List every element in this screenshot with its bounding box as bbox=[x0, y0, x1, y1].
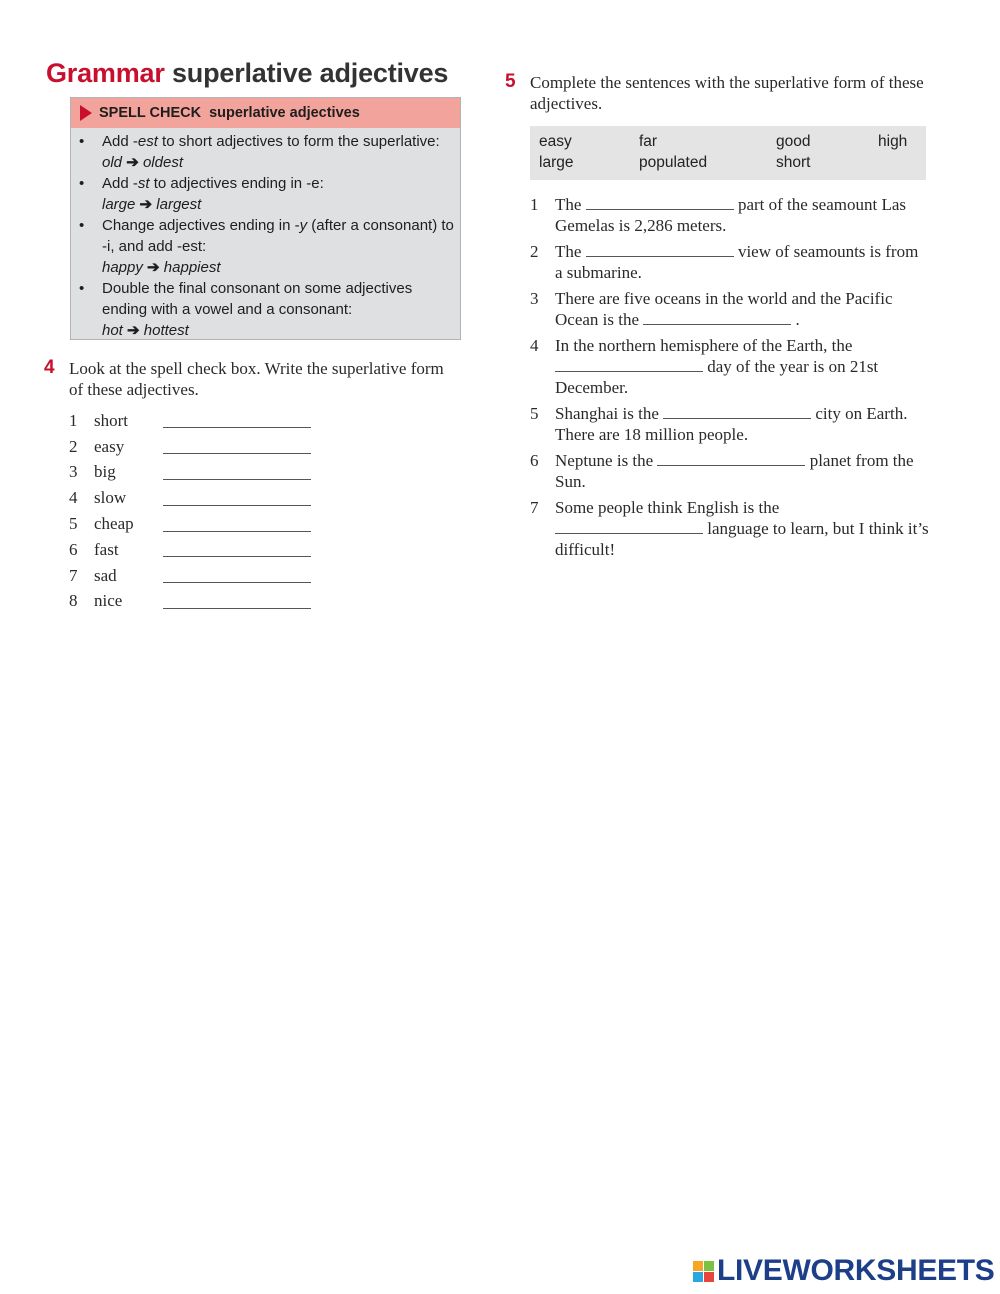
exercise-5-instruction: Complete the sentences with the superlative form of these adjectives. bbox=[530, 73, 924, 113]
title-grammar: Grammar bbox=[46, 58, 165, 88]
spell-check-header bbox=[71, 98, 460, 128]
spell-check-subtitle: superlative adjectives bbox=[209, 105, 360, 121]
answer-blank[interactable] bbox=[163, 594, 311, 609]
sentence-6: 6 Neptune is the planet from the Sun. bbox=[530, 451, 914, 491]
sentence-1: 1 The part of the seamount Las Gemelas is 2,286 meters. bbox=[530, 195, 906, 235]
triangle-icon bbox=[80, 105, 92, 121]
answer-blank[interactable] bbox=[163, 542, 311, 557]
list-item: 1 short bbox=[69, 408, 329, 434]
list-item: 3 big bbox=[69, 460, 329, 486]
list-item: 5 cheap bbox=[69, 511, 329, 537]
rule-4: • Double the final consonant on some adjectives ending with a vowel and a consonant: hot ➔ hottest bbox=[71, 278, 460, 341]
answer-blank[interactable] bbox=[555, 518, 703, 534]
title-topic: superlative adjectives bbox=[171, 58, 449, 88]
spell-check-label: SPELL CHECK bbox=[99, 105, 202, 121]
rule-1: • Add -est to short adjectives to form the superlative: old ➔ oldest bbox=[71, 131, 460, 173]
sentence-3: 3 There are five oceans in the world and the Pacific Ocean is the . bbox=[530, 289, 893, 329]
sentence-4: 4 In the northern hemisphere of the Earth, the day of the year is on 21st December. bbox=[530, 336, 879, 397]
sentence-5: 5 Shanghai is the city on Earth. There are 18 million people. bbox=[530, 404, 908, 444]
list-item: 8 nice bbox=[69, 589, 329, 615]
spell-check-box bbox=[70, 97, 461, 340]
answer-blank[interactable] bbox=[586, 241, 734, 257]
list-item: 4 slow bbox=[69, 485, 329, 511]
spell-check-rules bbox=[71, 128, 460, 341]
rule-3: • Change adjectives ending in -y (after a consonant) to -i, and add -est: happy ➔ happiest bbox=[71, 215, 460, 278]
answer-blank[interactable] bbox=[163, 517, 311, 532]
answer-blank[interactable] bbox=[555, 356, 703, 372]
answer-blank[interactable] bbox=[163, 491, 311, 506]
answer-blank[interactable] bbox=[663, 403, 811, 419]
answer-blank[interactable] bbox=[586, 194, 734, 210]
answer-blank[interactable] bbox=[657, 450, 805, 466]
word-bank-item: high bbox=[878, 133, 908, 150]
word-bank-item: good bbox=[776, 133, 811, 150]
exercise-4-instruction: Look at the spell check box. Write the superlative form of these adjectives. bbox=[69, 359, 444, 399]
rule-2: • Add -st to adjectives ending in -e: large ➔ largest bbox=[71, 173, 460, 215]
logo-mark-icon bbox=[693, 1261, 714, 1282]
liveworksheets-logo bbox=[693, 1254, 995, 1288]
word-bank-item: far bbox=[639, 133, 658, 150]
word-bank bbox=[530, 126, 926, 180]
word-bank-item: large bbox=[539, 154, 574, 171]
list-item: 2 easy bbox=[69, 434, 329, 460]
list-item: 6 fast bbox=[69, 537, 329, 563]
word-bank-item: populated bbox=[639, 154, 708, 171]
exercise-5-number: 5 bbox=[505, 71, 516, 92]
answer-blank[interactable] bbox=[163, 465, 311, 480]
word-bank-item: easy bbox=[539, 133, 572, 150]
answer-blank[interactable] bbox=[163, 568, 311, 583]
word-bank-item: short bbox=[776, 154, 811, 171]
list-item: 7 sad bbox=[69, 563, 329, 589]
exercise-4-list bbox=[69, 408, 329, 614]
sentence-2: 2 The view of seamounts is from a submarine. bbox=[530, 242, 919, 282]
sentence-7: 7 Some people think English is the language to learn, but I think it’s difficult! bbox=[530, 498, 929, 559]
answer-blank[interactable] bbox=[643, 309, 791, 325]
page-title bbox=[46, 58, 448, 89]
exercise-4-number: 4 bbox=[44, 357, 55, 378]
answer-blank[interactable] bbox=[163, 413, 311, 428]
answer-blank[interactable] bbox=[163, 439, 311, 454]
logo-text: LIVEWORKSHEETS bbox=[717, 1254, 995, 1287]
